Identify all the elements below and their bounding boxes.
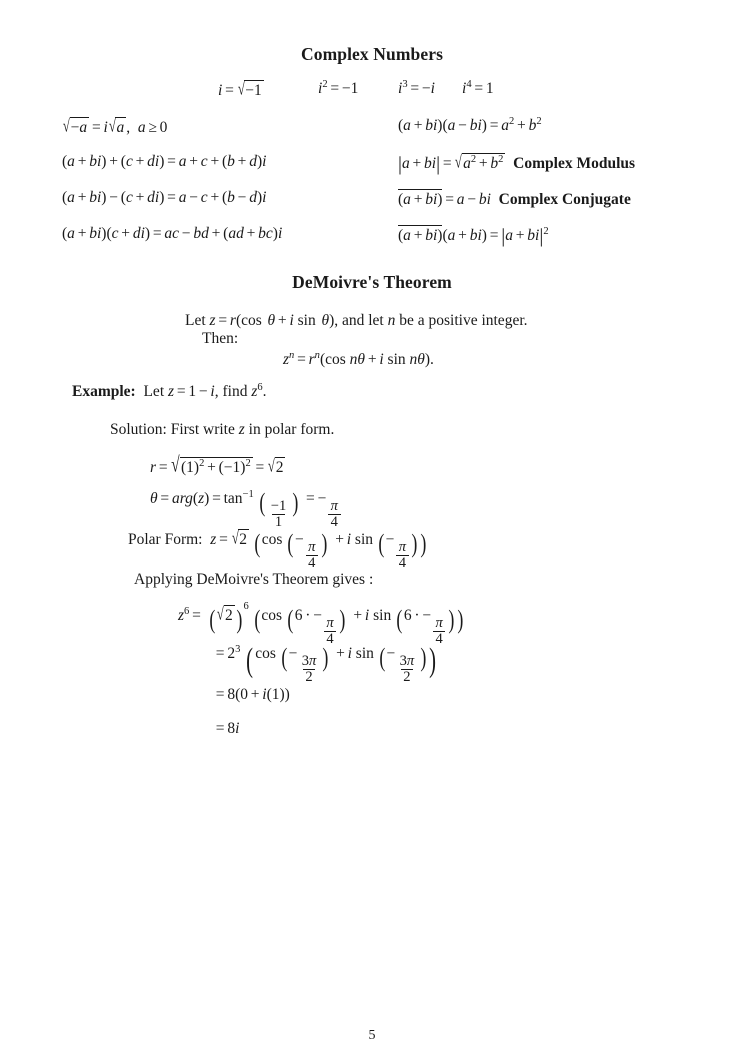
formula-sqrt-negative: √−a = i√a , a ≥ 0 bbox=[62, 116, 168, 136]
step-compute-r: $r = √(1)^2 + (-1)^2 = √2$ bbox=[150, 453, 284, 477]
step-final-answer: = 8i bbox=[215, 720, 240, 737]
identity-i-cubed: $i^3 = -i$ bbox=[398, 78, 435, 97]
section-heading-complex-numbers: Complex Numbers bbox=[301, 44, 443, 64]
theorem-line-1: Let z = r(cos θ + i sin θ), and let n be a positive integer. bbox=[185, 312, 528, 329]
identity-i-squared: $i^2 = -1$ bbox=[318, 78, 359, 97]
formula-multiplication: (a + bi)(c + di) = ac − bd + (ad + bc)i bbox=[62, 225, 283, 242]
example-line: Example: Let z = 1 − i, find $z^6$. bbox=[72, 381, 267, 400]
step-z6-expansion: $z^6$ = ( √2 )$^6$ (cos (6 · − $\frac{\pi}{4}$ ) + i sin (6 · − $\frac{\pi}{4}$ ) ) bbox=[178, 600, 464, 648]
step-polar-form: Polar Form: z = √2 (cos (− $\frac{\pi}{4}$ ) + i sin (− $\frac{\pi}{4}$ ) ) bbox=[128, 528, 427, 572]
step-simplify-2cubed: = $2^3$ ( cos (− $\frac{3\pi}{2}$ ) + i sin (− $\frac{3\pi}{2}$ ) ) bbox=[215, 642, 437, 686]
solution-intro: Solution: First write z in polar form. bbox=[110, 421, 335, 438]
formula-modulus: $|a + bi| = √a^2 + b^2$ Complex Modulus bbox=[398, 152, 636, 176]
page-number: 5 bbox=[368, 1028, 376, 1043]
theorem-line-2: Then: bbox=[202, 330, 239, 347]
label-complex-modulus: Complex Modulus bbox=[513, 155, 636, 172]
label-complex-conjugate: Complex Conjugate bbox=[498, 191, 631, 208]
theorem-statement: $z^n = r^n(\cos$ nθ + i sin nθ). bbox=[283, 349, 434, 368]
step-compute-theta: $\theta = arg(z) = \tan^{-1}$ ( $\frac{-1}{1}$ ) = − $\frac{\pi}{4}$ bbox=[150, 490, 342, 531]
applying-demoivre-text: Applying DeMoivre's Theorem gives : bbox=[134, 571, 374, 588]
formula-addition: (a + bi) + (c + di) = a + c + (b + d)i bbox=[62, 153, 267, 170]
formula-subtraction: (a + bi) − (c + di) = a − c + (b − d)i bbox=[62, 189, 267, 206]
formula-conjugate: (a + bi) = a − bi Complex Conjugate bbox=[398, 191, 631, 208]
section-heading-demoivre: DeMoivre's Theorem bbox=[292, 272, 452, 292]
identity-i-definition: i = √−1 bbox=[218, 79, 262, 99]
example-label: Example: bbox=[72, 383, 136, 400]
formula-conjugate-product: $(a + bi)(a - bi) = a^2 + b^2$ bbox=[398, 115, 542, 134]
identity-i-fourth: $i^4 = 1$ bbox=[462, 78, 494, 97]
polar-form-label: Polar Form: bbox=[128, 531, 203, 548]
step-evaluate: = 8(0 + i(1)) bbox=[215, 686, 290, 703]
formula-conjugate-times-self: $(a + bi)(a + bi) = |a + bi|^2$ bbox=[398, 225, 549, 248]
